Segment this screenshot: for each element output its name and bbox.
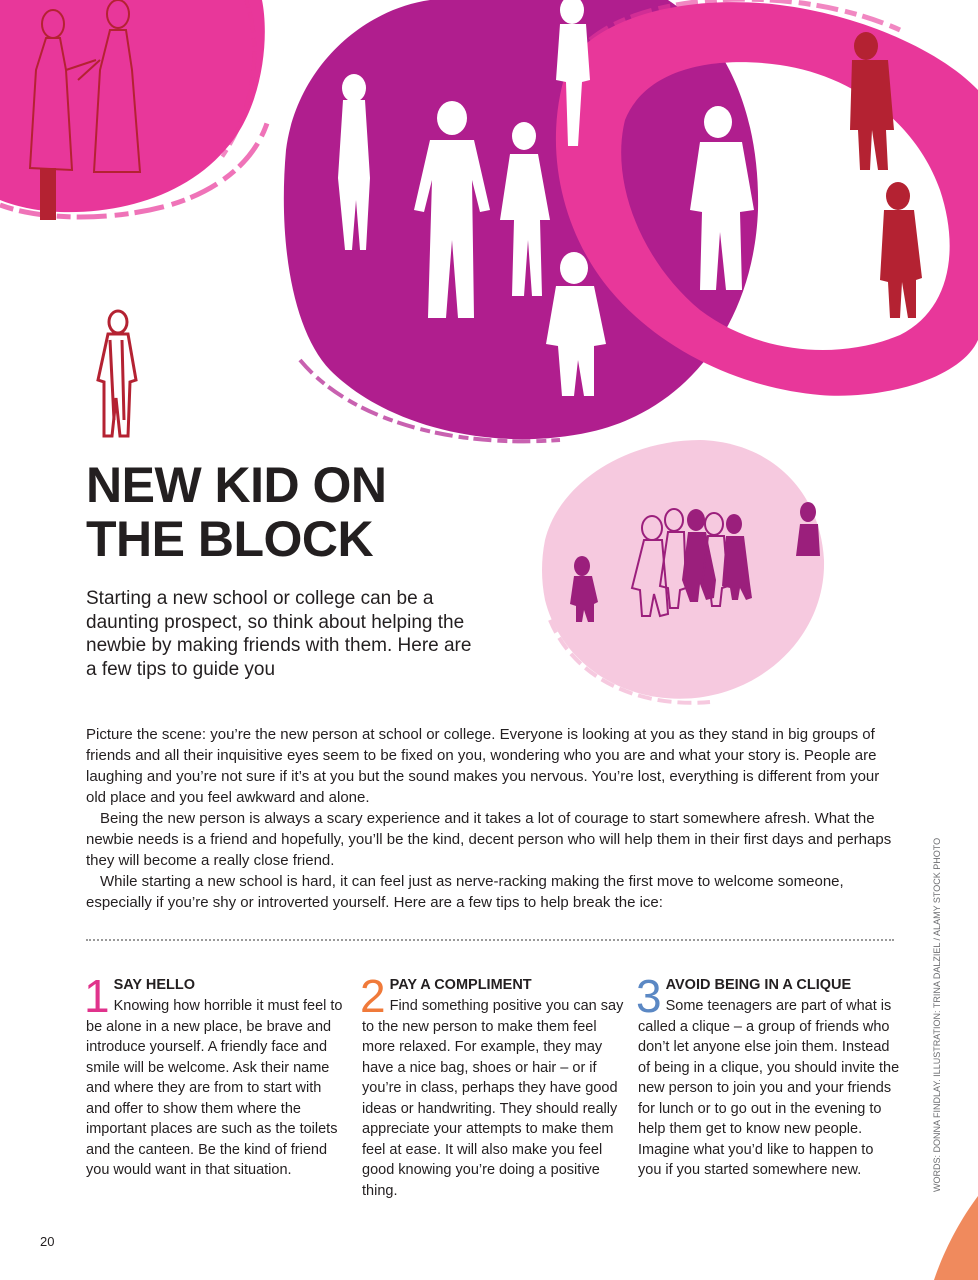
tip-pay-a-compliment (360, 970, 624, 1201)
tip-title: SAY HELLO (113, 977, 195, 993)
tip-number: 1 (84, 970, 110, 1022)
figure-legs (40, 168, 56, 220)
orange-corner-stroke (934, 1196, 978, 1280)
body-paragraph: While starting a new school is hard, it can feel just as nerve-racking making the first move to welcome someone, especially if you’re shy or introverted yourself. Here are a few tips to help break the ice: (86, 873, 844, 911)
page-number: 20 (40, 1234, 55, 1249)
tip-say-hello (84, 970, 348, 1181)
body-paragraph: Picture the scene: you’re the new person at school or college. Everyone is looking at you as they stand in big groups of friends and all their inquisitive eyes seem to be fixed on you, wondering who you are and what your story is. People are laughing and you’re not sure if it’s at you but the sound makes you nervous. You’re lost, everything is different from your old place and you feel awkward and alone. (86, 726, 880, 806)
tip-text: Some teenagers are part of what is called a clique – a group of friends who don’t let anyone else join them. Instead of being in a clique, you should invite the new person to join you and your friends for lunch or to go out in the evening to help them get to know new people. Imagine what you’d like to happen to you if you started somewhere new. (638, 998, 900, 1178)
tip-avoid-clique (636, 970, 900, 1181)
tip-text: Knowing how horrible it must feel to be alone in a new place, be brave and introduce yourself. A friendly face and smile will be welcome. Ask their name and where they are from to start with and offer to show them where the important places are such as the toilets and the canteen. Be the kind of friend you would want in that situation. (86, 998, 343, 1178)
tip-title: AVOID BEING IN A CLIQUE (665, 977, 852, 993)
article-body (86, 724, 896, 913)
dotted-divider (86, 939, 894, 941)
headline (86, 458, 387, 566)
headline-line-2: THE BLOCK (86, 511, 374, 567)
headline-line-1: NEW KID ON (86, 457, 387, 513)
tip-title: PAY A COMPLIMENT (389, 977, 532, 993)
body-paragraph: Being the new person is always a scary experience and it takes a lot of courage to start somewhere afresh. What the newbie needs is a friend and hopefully, you’ll be the kind, decent person who will help them in their first days and perhaps they will become a really close friend. (86, 810, 892, 869)
tip-number: 2 (360, 970, 386, 1022)
photo-credit: WORDS: DONNA FINDLAY. ILLUSTRATION: TRINA DALZIEL / ALAMY STOCK PHOTO (932, 837, 942, 1192)
red-outline-figure (98, 311, 136, 436)
tip-number: 3 (636, 970, 662, 1022)
standfirst: Starting a new school or college can be a daunting prospect, so think about helping the newbie by making friends with them. Here are a few tips to guide you (86, 588, 472, 680)
tip-text: Find something positive you can say to the new person to make them feel more relaxed. For example, they may have a nice bag, shoes or hair – or if you’re in class, perhaps they have good ideas or handwriting. They should really appreciate your attempts to make them feel at ease. It will also make you feel good knowing you’re doing a positive thing. (362, 998, 624, 1199)
